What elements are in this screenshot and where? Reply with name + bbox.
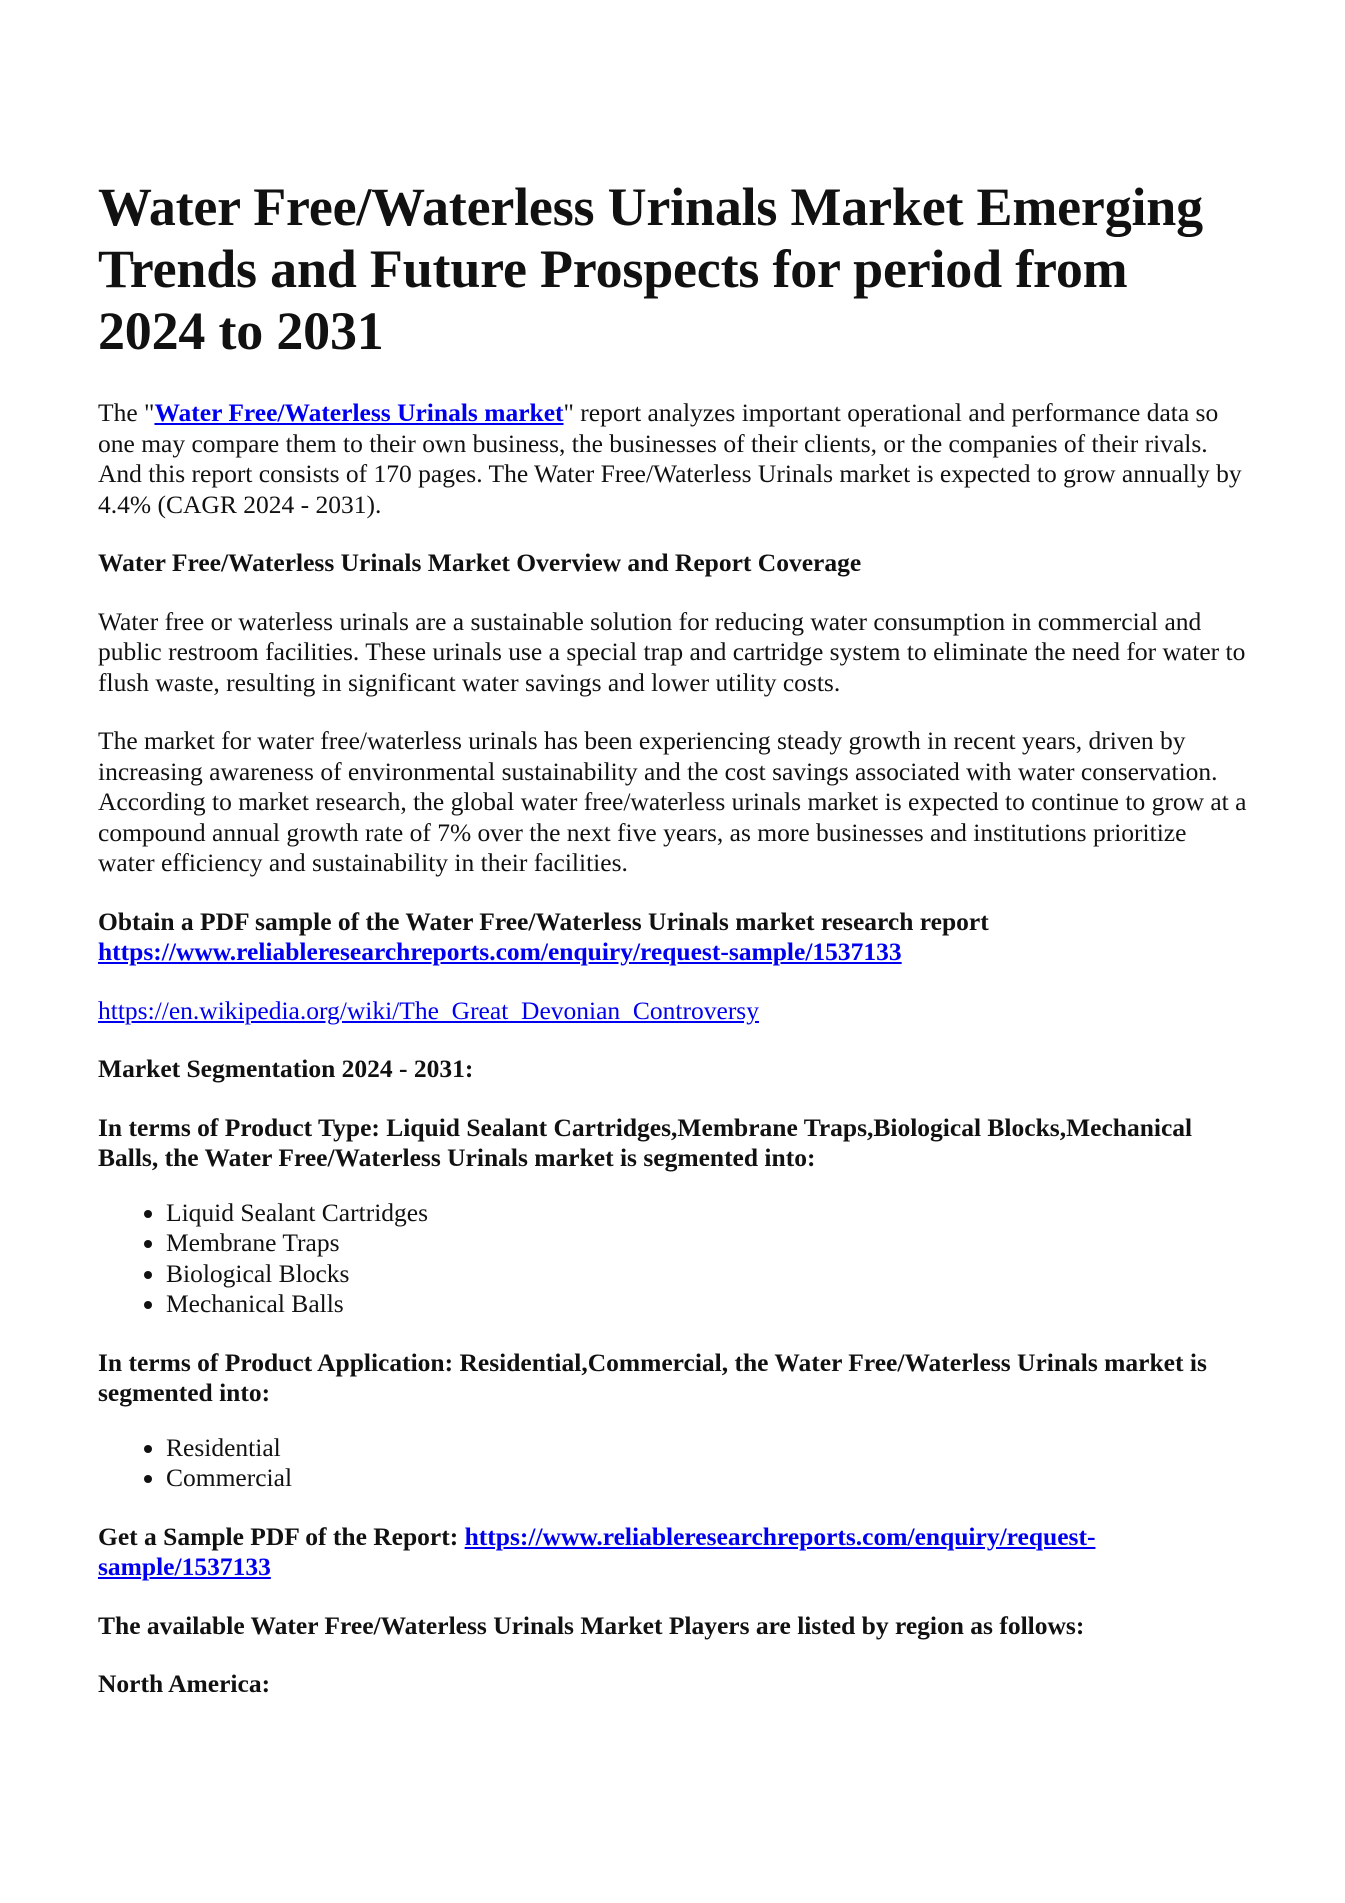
overview-heading: Water Free/Waterless Urinals Market Overview and Report Coverage [98,548,862,577]
overview-paragraph-1: Water free or waterless urinals are a sustainable solution for reducing water consumption in commercial and public restroom facilities. These urinals use a special trap and cartridge system to eliminate the need for water to flush waste, resulting in significant water savings and lower utility costs. [98,606,1246,697]
wiki-link-paragraph [98,996,1247,1027]
intro-prefix: The " [98,398,155,427]
list-item: • Membrane Traps [166,1228,1247,1259]
overview-paragraph-2: The market for water free/waterless urinals has been experiencing steady growth in recent years, driven by increasing awareness of environmental sustainability and the cost savings associated with water conservation. According to market research, the global water free/waterless urinals market is expected to continue to grow at a compound annual growth rate of 7% over the next five years, as more businesses and institutions prioritize water efficiency and sustainability in their facilities. [98,726,1247,877]
intro-suffix: " report analyzes important operational and performance data so one may compare them to their own business, the businesses of their clients, or the companies of their rivals. And this report consists of 170 pages. The Water Free/Waterless Urinals market is expected to grow annually by 4.4% (CAGR 2024 - 2031). [98,398,1242,519]
list-item: • Mechanical Balls [166,1289,1247,1320]
request-sample-link[interactable]: https://www.reliableresearchreports.com/enquiry/request-sample/1537133 [98,937,902,966]
list-item: • Commercial [166,1463,1247,1494]
request-sample-link-2[interactable]: https://www.reliableresearchreports.com/enquiry/request-sample/1537133 [98,1521,1096,1581]
sample-cta-paragraph [98,907,1247,968]
players-heading: The available Water Free/Waterless Urinals Market Players are listed by region as follows: [98,1610,1085,1640]
list-item: • Liquid Sealant Cartridges [166,1198,1247,1229]
product-type-heading: In terms of Product Type: Liquid Sealant Cartridges,Membrane Traps,Biological Blocks,Mechanical Balls, the Water Free/Waterless Urinals market is segmented into: [98,1112,1193,1172]
list-item: • Biological Blocks [166,1259,1247,1290]
sample-cta2-text: Get a Sample PDF of the Report: [98,1521,465,1551]
wikipedia-link[interactable]: https://en.wikipedia.org/wiki/The_Great_Devonian_Controversy [98,995,759,1025]
product-application-list [98,1433,1247,1494]
sample-cta2-paragraph [98,1522,1247,1583]
region-heading-north-america: North America: [98,1669,271,1698]
market-report-link[interactable]: Water Free/Waterless Urinals market [154,398,564,427]
page-title: Water Free/Waterless Urinals Market Emerging Trends and Future Prospects for period from 2024 to 2031 [98,177,1203,361]
intro-paragraph [98,398,1247,520]
sample-cta-text: Obtain a PDF sample of the Water Free/Waterless Urinals market research report [98,906,989,936]
product-application-heading: In terms of Product Application: Residential,Commercial, the Water Free/Waterless Urinals market is segmented into: [98,1347,1207,1407]
list-item: • Residential [166,1433,1247,1464]
segmentation-heading: Market Segmentation 2024 - 2031: [98,1054,474,1083]
product-type-list [98,1198,1247,1320]
